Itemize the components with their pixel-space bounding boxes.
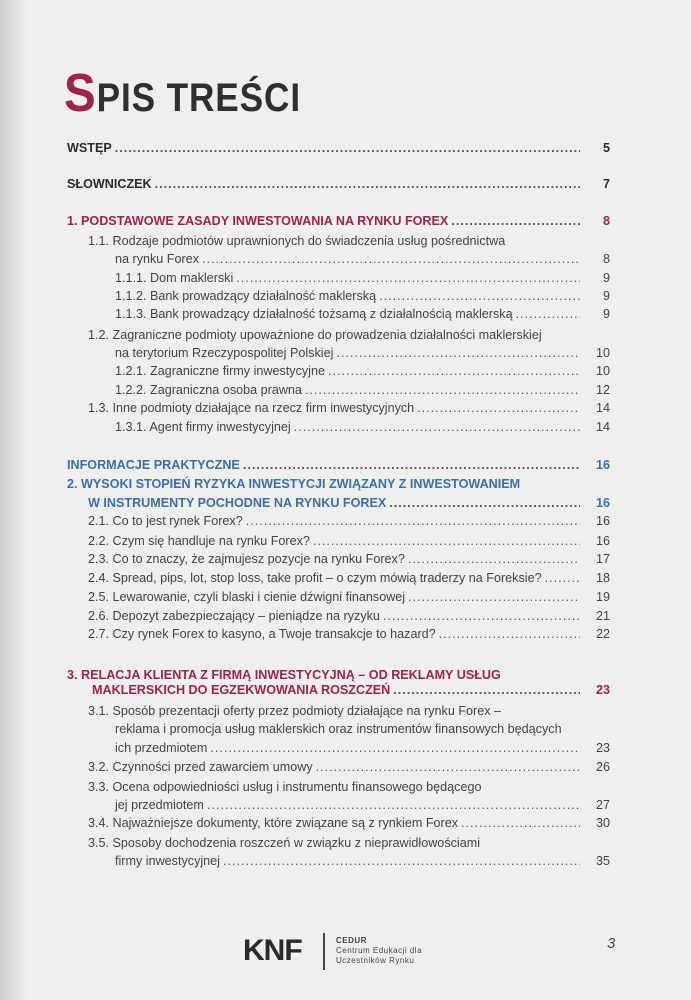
toc-page-number: 5	[602, 141, 610, 155]
toc-entry-title: 2.4. Spread, pips, lot, stop loss, take profit – o czym mówią traderzy na Foreksie?	[88, 571, 542, 585]
toc-entry-title: na rynku Forex	[115, 252, 199, 266]
toc-entry-title: 1.3.1. Agent firmy inwestycyjnej	[115, 420, 291, 434]
toc-entry	[0, 456, 691, 474]
dot-leader	[408, 588, 580, 606]
dot-leader	[313, 532, 580, 550]
toc-entry-title: 1.1.1. Dom maklerski	[115, 271, 234, 285]
toc-entry	[0, 381, 691, 399]
logo-divider	[323, 933, 325, 970]
toc-entry	[0, 362, 691, 380]
toc-entry	[0, 344, 691, 362]
toc-entry	[0, 681, 691, 699]
toc-entry-title: 3.2. Czynności przed zawarciem umowy	[88, 760, 313, 774]
toc-entry	[0, 569, 691, 587]
dot-leader	[223, 852, 580, 870]
dot-leader	[155, 175, 580, 193]
toc-entry-title: 2.2. Czym się handluje na rynku Forex?	[88, 534, 310, 548]
toc-entry-title: SŁOWNICZEK	[67, 177, 152, 191]
toc-entry-line	[0, 232, 691, 250]
toc-page-number: 30	[595, 816, 610, 830]
title-initial: S	[64, 63, 97, 123]
dot-leader	[451, 212, 580, 230]
toc-page-number: 27	[595, 798, 610, 812]
toc-entry	[0, 212, 691, 230]
toc-entry-title: 1.2. Zagraniczne podmioty upoważnione do prowadzenia działalności maklerskiej	[88, 328, 542, 342]
toc-entry-title: 2.5. Lewarowanie, czyli blaski i cienie dźwigni finansowej	[88, 590, 406, 604]
toc-entry	[0, 739, 691, 757]
dot-leader	[545, 569, 580, 587]
dot-leader	[236, 269, 580, 287]
toc-entry-line	[0, 778, 691, 796]
toc-entry-title: 1.3. Inne podmioty działające na rzecz firm inwestycyjnych	[88, 401, 415, 415]
dot-leader	[294, 418, 580, 436]
toc-entry-title: 2.6. Depozyt zabezpieczający – pieniądze na ryzyku	[88, 609, 380, 623]
toc-entry-title: firmy inwestycyjnej	[115, 854, 220, 868]
dot-leader	[516, 305, 580, 323]
toc-page-number: 12	[595, 383, 610, 397]
toc-entry	[0, 758, 691, 776]
toc-entry-title: 3.3. Ocena odpowiedniości usług i instrumentu finansowego będącego	[88, 780, 482, 794]
toc-entry-line	[0, 475, 691, 493]
toc-entry-title: 2.1. Co to jest rynek Forex?	[88, 514, 243, 528]
toc-page-number: 16	[595, 458, 610, 472]
toc-entry-title: 1.2.2. Zagraniczna osoba prawna	[115, 383, 302, 397]
toc-page-number: 16	[595, 514, 610, 528]
toc-page-number: 9	[602, 307, 610, 321]
toc-page-number: 9	[602, 271, 610, 285]
toc-page-number: 17	[595, 552, 610, 566]
toc-page-number: 22	[595, 627, 610, 641]
cedur-logo-text	[336, 936, 422, 966]
toc-page-number: 26	[595, 760, 610, 774]
toc-entry-title: 1.1.3. Bank prowadzący działalność tożsamą z działalnością maklerską	[115, 307, 513, 321]
toc-page-number: 35	[595, 854, 610, 868]
toc-entry	[0, 250, 691, 268]
toc-entry	[0, 796, 691, 814]
toc-entry-line	[0, 702, 691, 720]
toc-entry-title: 1.2.1. Zagraniczne firmy inwestycyjne	[115, 364, 325, 378]
toc-page-number: 19	[595, 590, 610, 604]
toc-entry-title: 2.7. Czy rynek Forex to kasyno, a Twoje transakcje to hazard?	[88, 627, 436, 641]
dot-leader	[389, 494, 580, 512]
dot-leader	[336, 344, 580, 362]
dot-leader	[305, 381, 580, 399]
toc-page-number: 16	[595, 534, 610, 548]
toc-page-number: 10	[595, 364, 610, 378]
dot-leader	[202, 250, 580, 268]
dot-leader	[207, 796, 580, 814]
toc-entry-title: jej przedmiotem	[115, 798, 204, 812]
toc-page-number: 23	[595, 683, 610, 697]
toc-page-number: 14	[595, 401, 610, 415]
toc-entry-title: reklama i promocja usług maklerskich oraz instrumentów finansowych będących	[115, 722, 562, 736]
dot-leader	[210, 739, 580, 757]
toc-entry-title: ich przedmiotem	[115, 741, 208, 755]
toc-entry-line	[0, 720, 691, 738]
toc-entry-title: 3.5. Sposoby dochodzenia roszczeń w związku z nieprawidłowościami	[88, 836, 480, 850]
toc-entry	[0, 269, 691, 287]
cedur-line1: Centrum Edukacji dla	[336, 946, 423, 955]
page-number: 3	[607, 935, 616, 952]
toc-entry-title: 3.1. Sposób prezentacji oferty przez podmioty działające na rynku Forex –	[88, 704, 502, 718]
toc-page-number: 14	[595, 420, 610, 434]
toc-entry-title: 2.3. Co to znaczy, że zajmujesz pozycje na rynku Forex?	[88, 552, 405, 566]
page-title	[64, 62, 301, 124]
dot-leader	[393, 681, 580, 699]
toc-entry	[0, 588, 691, 606]
toc-entry-title: 1.1.2. Bank prowadzący działalność maklerską	[115, 289, 377, 303]
dot-leader	[115, 139, 580, 157]
cedur-name: CEDUR	[336, 936, 367, 945]
toc-entry	[0, 494, 691, 512]
toc-entry-title: 1.1. Rodzaje podmiotów uprawnionych do świadczenia usług pośrednictwa	[88, 234, 506, 248]
toc-entry-title: INFORMACJE PRAKTYCZNE	[67, 458, 240, 472]
dot-leader	[243, 456, 580, 474]
toc-entry	[0, 550, 691, 568]
toc-page-number: 8	[602, 214, 610, 228]
dot-leader	[383, 607, 580, 625]
dot-leader	[417, 399, 580, 417]
cedur-line2: Uczestników Rynku	[336, 956, 415, 965]
dot-leader	[316, 758, 580, 776]
toc-entry-line	[0, 834, 691, 852]
toc-entry	[0, 532, 691, 550]
toc-entry	[0, 305, 691, 323]
toc-entry	[0, 418, 691, 436]
dot-leader	[328, 362, 580, 380]
toc-page-number: 18	[595, 571, 610, 585]
title-rest: PIS TREŚCI	[96, 76, 301, 120]
toc-entry-title: W INSTRUMENTY POCHODNE NA RYNKU FOREX	[88, 496, 387, 510]
toc-entry	[0, 399, 691, 417]
knf-logo: KNF	[243, 934, 302, 967]
toc-entry-title: MAKLERSKICH DO EGZEKWOWANIA ROSZCZEŃ	[92, 683, 391, 697]
toc-entry	[0, 512, 691, 530]
toc-entry	[0, 139, 691, 157]
toc-page-number: 10	[595, 346, 610, 360]
toc-entry	[0, 852, 691, 870]
toc-page-number: 23	[595, 741, 610, 755]
toc-entry-title: 1. PODSTAWOWE ZASADY INWESTOWANIA NA RYNKU FOREX	[67, 214, 449, 228]
dot-leader	[439, 625, 580, 643]
toc-entry	[0, 287, 691, 305]
toc-entry-title: WSTĘP	[67, 141, 112, 155]
toc-entry-line	[0, 326, 691, 344]
toc-entry-title: na terytorium Rzeczypospolitej Polskiej	[115, 346, 334, 360]
dot-leader	[379, 287, 580, 305]
toc-entry	[0, 625, 691, 643]
toc-entry-title: 2. WYSOKI STOPIEŃ RYZYKA INWESTYCJI ZWIĄZANY Z INWESTOWANIEM	[67, 477, 521, 491]
dot-leader	[408, 550, 580, 568]
toc-page-number: 9	[602, 289, 610, 303]
toc-entry-title: 3.4. Najważniejsze dokumenty, które związane są z rynkiem Forex	[88, 816, 459, 830]
toc-entry	[0, 175, 691, 193]
toc-entry-title: 3. RELACJA KLIENTA Z FIRMĄ INWESTYCYJNĄ – OD REKLAMY USŁUG	[67, 668, 501, 682]
toc-entry	[0, 814, 691, 832]
toc-page-number: 7	[602, 177, 610, 191]
toc-entry	[0, 607, 691, 625]
toc-page-number: 8	[602, 252, 610, 266]
toc-page-number: 16	[595, 496, 610, 510]
dot-leader	[461, 814, 580, 832]
dot-leader	[246, 512, 580, 530]
toc-page-number: 21	[595, 609, 610, 623]
